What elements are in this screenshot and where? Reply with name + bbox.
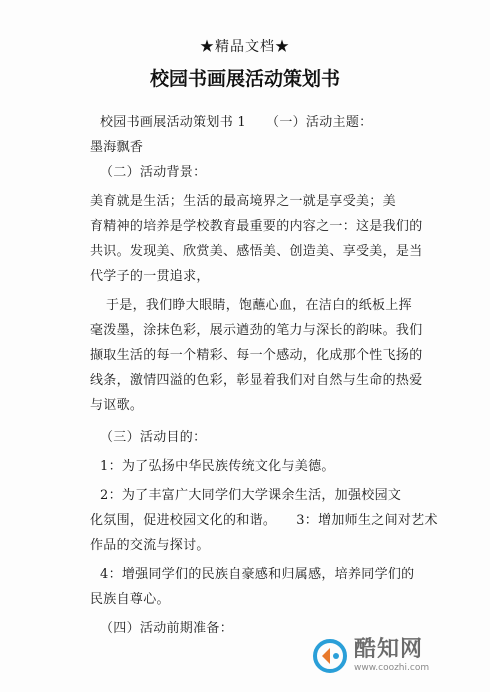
section1-heading: （一）活动主题：: [266, 115, 373, 130]
document-body: [90, 110, 438, 641]
para2-line-3: 撷取生活的每一个精彩、每一个感动，化成那个性飞扬的: [90, 348, 423, 363]
goal-1: 1：为了弘扬中华民族传统文化与美德。: [100, 459, 335, 474]
section2-heading: （二）活动背景：: [100, 165, 207, 180]
section3-heading: （三）活动目的：: [100, 430, 207, 445]
watermark-site-url: www.coozhi.com: [354, 663, 430, 673]
goal-3-line-1-text: 3：增加师生之间对艺术: [296, 513, 438, 528]
para2-line-5: 与讴歌。: [90, 398, 144, 413]
section1-value: 墨海飘香: [90, 140, 144, 155]
section4-heading: （四）活动前期准备：: [100, 621, 234, 636]
para2-line-4: 线条，激情四溢的色彩，彰显着我们对自然与生命的热爱: [90, 373, 423, 388]
goal-2-line-1: 2：为了丰富广大同学们大学课余生活，加强校园文: [100, 488, 402, 503]
para2-line-2: 毫泼墨，涂抹色彩，展示遒劲的笔力与深长的韵味。我们: [90, 323, 423, 338]
document-title: 校园书画展活动策划书: [149, 68, 340, 90]
goal-2-line-2: [90, 508, 438, 533]
para1-line-1: 美育就是生活；生活的最高境界之一就是享受美；美: [90, 194, 396, 209]
goal-4-line-2: 民族自尊心。: [90, 592, 170, 607]
doc-reference: 校园书画展活动策划书 1: [100, 115, 247, 130]
document-quality-mark: ★精品文档★: [200, 39, 290, 55]
site-watermark: [312, 630, 462, 682]
para1-line-4: 代学子的一贯追求，: [90, 269, 210, 284]
para1-line-2: 育精神的培养是学校教育最重要的内容之一：这是我们的: [90, 219, 423, 234]
goal-3-line-2: 作品的交流与探讨。: [90, 538, 210, 553]
para2-line-1: 于是，我们睁大眼睛，饱蘸心血，在洁白的纸板上挥: [106, 298, 412, 313]
watermark-site-name: 酷知网: [354, 637, 424, 662]
coozhi-logo-icon: [312, 638, 348, 674]
intro-line: [90, 110, 420, 135]
para1-line-3: 共识。发现美、欣赏美、感悟美、创造美、享受美，是当: [90, 244, 423, 259]
goal-2-line-2-text: 化氛围，促进校园文化的和谐。: [90, 513, 277, 528]
goal-4-line-1: 4：增强同学们的民族自豪感和归属感，培养同学们的: [100, 567, 415, 582]
